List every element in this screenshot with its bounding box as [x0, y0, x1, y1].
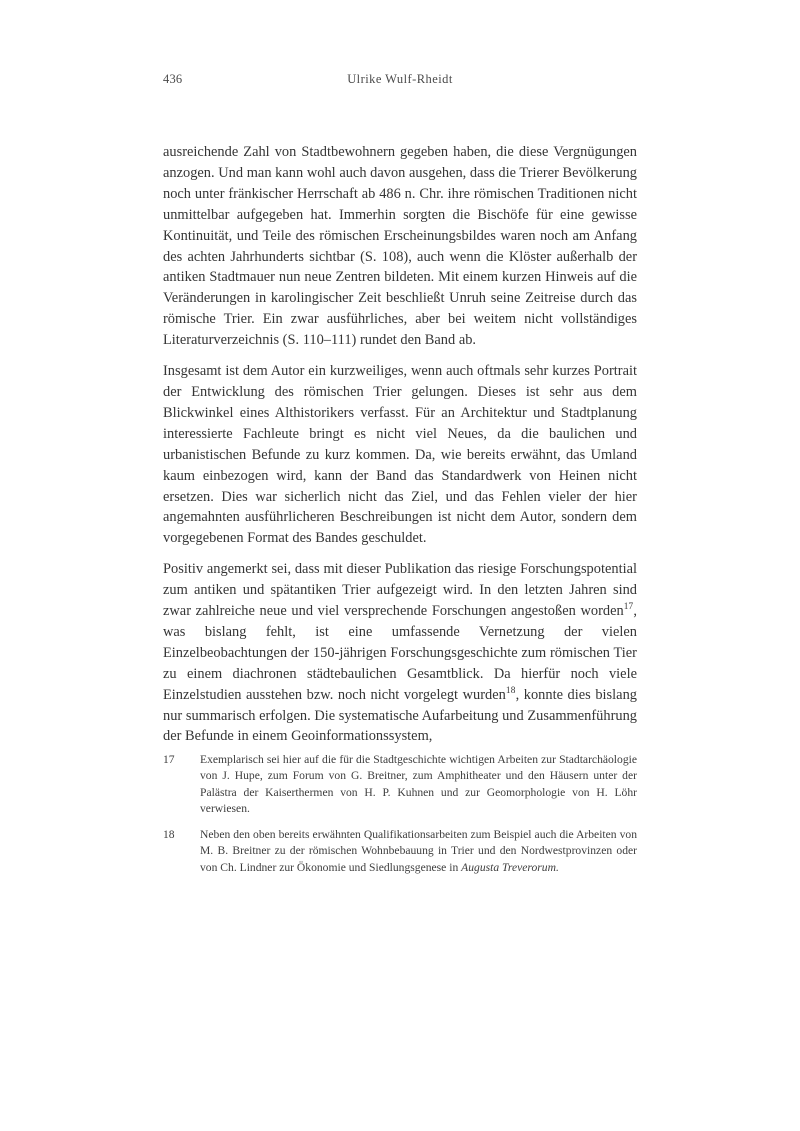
- footnote-18-text-main: Neben den oben bereits erwähnten Qualifikationsarbeiten zum Beispiel auch die Arbeiten von M. B. Breitner zu der römischen Wohnbebauung in Trier und den Nordwestprovinzen oder von Ch. Lindner zur Ökonomie und Siedlungsgenese in: [200, 828, 637, 874]
- footnote-18-number: 18: [163, 828, 175, 842]
- paragraph-3-segment-b: , was bislang fehlt, ist eine umfassende Vernetzung der vielen Einzelbeobachtungen der 150-jährigen Forschungsgeschichte zum römischen Tier zu einem diachronen städtebaulichen Gesamtblick. Da hierfür noch viele Einzelstudien ausstehen bzw. noch nicht vorgelegt wurden: [163, 603, 637, 703]
- paragraph-1: ausreichende Zahl von Stadtbewohnern gegeben haben, die diese Vergnügungen anzogen. Und man kann wohl auch davon ausgehen, dass die Trierer Bevölkerung noch unter fränkischer Herrschaft ab 486 n. Chr. ihre römischen Traditionen nicht unmittelbar aufgegeben hat. Immerhin sorgten die Bischöfe für eine gewisse Kontinuität, und Teile des römischen Erscheinungsbildes waren noch am Anfang des achten Jahrhunderts sichtbar (S. 108), auch wenn die Klöster außerhalb der antiken Stadtmauer nun neue Zentren bildeten. Mit einem kurzen Hinweis auf die Veränderungen in karolingischer Zeit beschließt Unruh seine Zeitreise durch das römische Trier. Ein zwar ausführliches, aber bei weitem nicht vollständiges Literaturverzeichnis (S. 110–111) rundet den Band ab.: [163, 144, 637, 349]
- footnote-17-number: 17: [163, 753, 175, 766]
- footnote-17-text: [200, 752, 637, 817]
- body-text-block: [163, 142, 637, 747]
- footnote-17: [163, 752, 637, 817]
- footnotes-section: [163, 752, 637, 876]
- paragraph-3: [163, 559, 637, 747]
- footnote-ref-17[interactable]: 17: [623, 602, 634, 613]
- running-head: [163, 72, 637, 92]
- page-number: 436: [163, 72, 183, 86]
- paragraph-3-segment-c: , konnte dies bislang nur summarisch erfolgen. Die systematische Aufarbeitung und Zusammenführung der Befunde in einem Geoinformationssystem,: [163, 686, 637, 745]
- footnote-18-text-italic: Augusta Treverorum.: [461, 860, 559, 874]
- paragraph-2: Insgesamt ist dem Autor ein kurzweiliges, wenn auch oftmals sehr kurzes Portrait der Entwicklung des römischen Trier gelungen. Dieses ist sehr aus dem Blickwinkel eines Althistorikers verfasst. Für an Architektur und Stadtplanung interessierte Fachleute bringt es nicht viel Neues, da die baulichen und urbanistischen Befunde zu kurz kommen. Da, wie bereits erwähnt, das Umland kaum einbezogen wird, kann der Band das Standardwerk von Heinen nicht ersetzen. Dies war sicherlich nicht das Ziel, und das Fehlen vieler der hier angemahnten ausführlicheren Beschreibungen ist nicht dem Autor, sondern dem vorgegebenen Format des Bandes geschuldet.: [163, 363, 637, 547]
- footnote-18-text: [200, 827, 637, 876]
- footnote-ref-18[interactable]: 18: [505, 685, 516, 696]
- footnote-18: [163, 827, 637, 876]
- footnote-17-text-main: Exemplarisch sei hier auf die für die Stadtgeschichte wichtigen Arbeiten zur Stadtarchäologie von J. Hupe, zum Forum von G. Breitner, zum Amphitheater und den Häusern unter der Palästra der Kaiserthermen von H. P. Kuhnen und zur Geomorphologie von H. Löhr verwiesen.: [200, 753, 637, 815]
- paragraph-3-segment-a: Positiv angemerkt sei, dass mit dieser Publikation das riesige Forschungspotential zum antiken und spätantiken Trier aufgezeigt wird. In den letzten Jahren sind zwar zahlreiche neue und viel versprechende Forschungen angestoßen worden: [163, 561, 637, 620]
- running-head-title: Ulrike Wulf-Rheidt: [347, 72, 453, 86]
